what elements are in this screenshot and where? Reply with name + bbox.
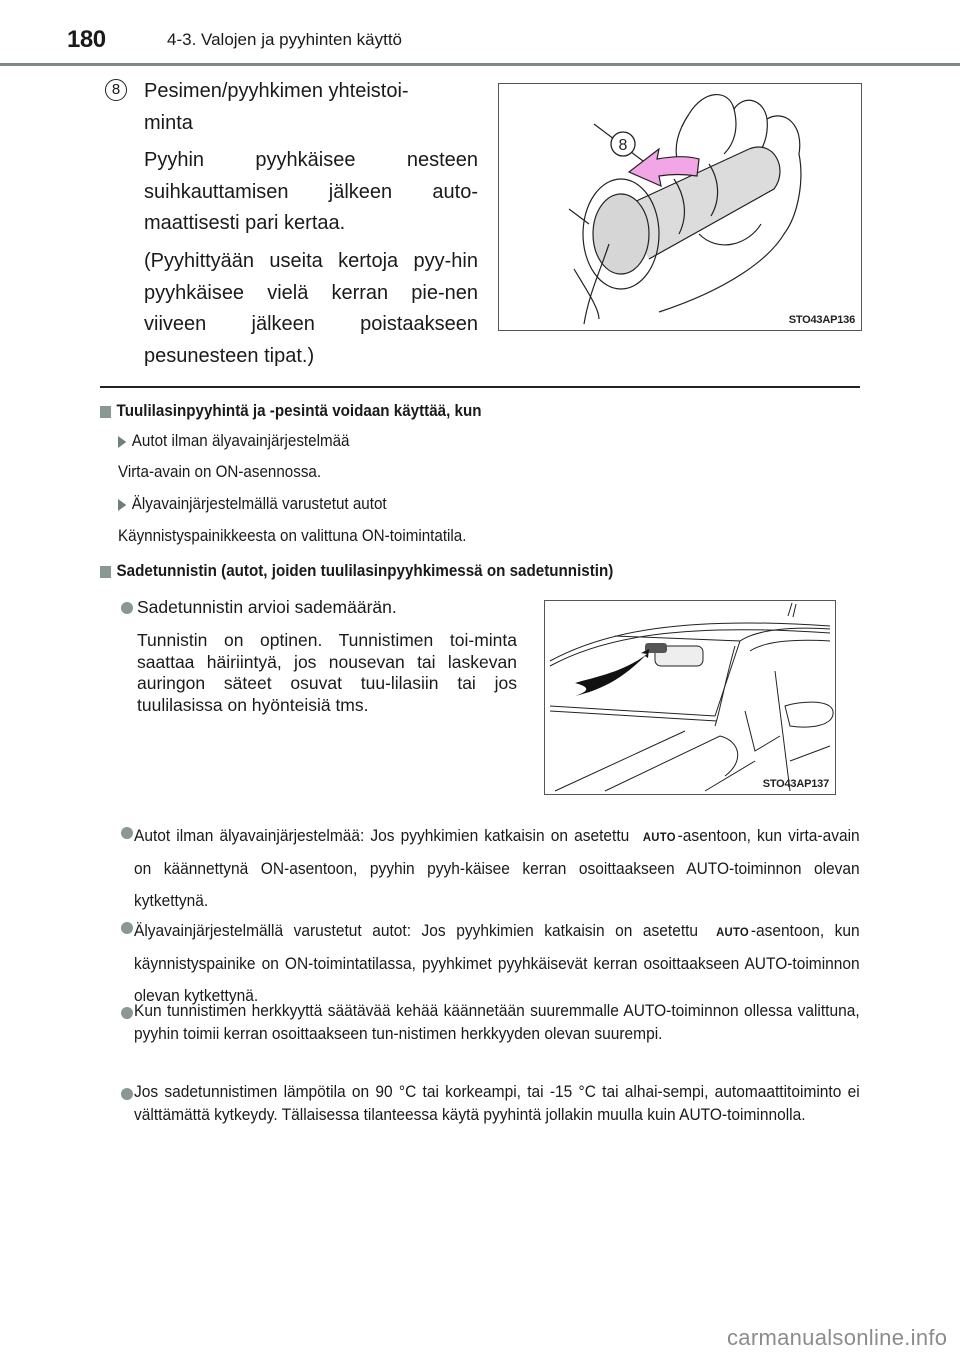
figure-windshield bbox=[544, 600, 836, 795]
usage-heading-text: Tuulilasinpyyhintä ja -pesintä voidaan käyttää, kun bbox=[116, 402, 482, 420]
rain-sensor-heading bbox=[100, 562, 613, 581]
triangle-bullet-icon bbox=[118, 499, 126, 511]
page-number: 180 bbox=[67, 26, 106, 53]
lever-base bbox=[593, 194, 649, 274]
item8-title-line2: minta bbox=[144, 111, 193, 134]
bullet-text: Autot ilman älyavainjärjestelmää: Jos pyyhkimien katkaisin on asetettu bbox=[134, 827, 630, 845]
side-mirror bbox=[785, 702, 833, 727]
header-rule bbox=[0, 63, 960, 66]
pointer-arrow-icon bbox=[575, 649, 649, 696]
item-number-badge: 8 bbox=[105, 79, 127, 101]
auto-mode-icon: AUTO bbox=[716, 925, 749, 939]
usage-item-1-text: Virta-avain on ON-asennossa. bbox=[118, 463, 322, 481]
bullet-text: -asentoon, kun virta-avain on käännettynä ON-asentoon, pyyhin pyyh-käisee kerran osoittaakseen AUTO-toiminnon olevan kytkettynä. bbox=[134, 827, 860, 910]
bullet-no-smartkey bbox=[134, 820, 860, 917]
usage-item-1-label bbox=[118, 432, 349, 451]
rain-sensor-heading-text: Sadetunnistin (autot, joiden tuulilasinpyyhkimessä on sadetunnistin) bbox=[116, 562, 614, 580]
bullet-text: Kun tunnistimen herkkyyttä säätävää kehää käännetään suuremmalle AUTO-toiminnon ollessa valittuna, pyyhin toimii kerran osoittaakseen tun-nistimen herkkyyden olevan suurempi. bbox=[134, 1002, 860, 1043]
usage-item-2-text: Käynnistyspainikkeesta on valittuna ON-toimintatila. bbox=[118, 527, 467, 545]
figure-code: STO43AP136 bbox=[788, 314, 855, 326]
round-bullet-icon bbox=[121, 602, 133, 614]
watermark[interactable]: carmanualsonline.info bbox=[727, 1325, 948, 1350]
square-bullet-icon bbox=[100, 566, 111, 578]
round-bullet-icon bbox=[121, 827, 133, 839]
item8-title-line1 bbox=[144, 76, 478, 108]
rain-sensor-intro: Sadetunnistin arvioi sademäärän. bbox=[137, 597, 397, 617]
wiper-lever-illustration bbox=[499, 84, 861, 330]
round-bullet-icon bbox=[121, 1007, 133, 1019]
section-divider bbox=[100, 386, 860, 388]
bullet-text: -asentoon, kun käynnistyspainike on ON-toimintatilassa, pyyhkimet pyyhkäisevät kerran osoittaakseen AUTO-toiminnon olevan kytkettynä. bbox=[134, 922, 860, 1005]
figure-wiper-lever bbox=[498, 83, 862, 331]
usage-item-2-label bbox=[118, 495, 387, 514]
item8-para2: (Pyyhittyään useita kertoja pyy-hin pyyhkäisee vielä kerran pie-nen viiveen jälkeen poistaakseen pesunesteen tipat.) bbox=[144, 250, 478, 367]
item8-title bbox=[144, 76, 478, 139]
section-title: 4-3. Valojen ja pyyhinten käyttö bbox=[167, 30, 402, 49]
windshield-illustration bbox=[545, 601, 835, 794]
callout-number: 8 bbox=[618, 137, 628, 154]
bullet-sensitivity bbox=[134, 1000, 860, 1046]
rain-sensor-intro-para: Tunnistin on optinen. Tunnistimen toi-minta saattaa häiriintyä, jos nousevan tai laskevan auringon säteet osuvat tuu-lilasiin tai jos tuulilasissa on hyönteisiä tms. bbox=[137, 630, 517, 715]
figure-code: STO43AP137 bbox=[762, 778, 829, 790]
usage-item-label: Autot ilman älyavainjärjestelmää bbox=[131, 432, 350, 450]
bullet-smartkey bbox=[134, 915, 860, 1012]
round-bullet-icon bbox=[121, 922, 133, 934]
usage-heading bbox=[100, 402, 482, 421]
bullet-text: Älyavainjärjestelmällä varustetut autot: Jos pyyhkimien katkaisin on asetettu bbox=[134, 922, 699, 940]
auto-mode-icon: AUTO bbox=[642, 830, 676, 844]
bullet-text: Jos sadetunnistimen lämpötila on 90 °C tai korkeampi, tai -15 °C tai alhai-sempi, automaattitoiminto ei välttämättä kytkeydy. Tällaisessa tilanteessa käytä pyyhintä jollakin muulla kuin AUTO-toiminnolla. bbox=[134, 1083, 860, 1124]
triangle-bullet-icon bbox=[118, 436, 126, 448]
item8-para1: Pyyhin pyyhkäisee nesteen suihkauttamisen jälkeen auto-maattisesti pari kertaa. bbox=[144, 149, 478, 234]
square-bullet-icon bbox=[100, 406, 111, 418]
item8-title-text: Pesimen/pyyhkimen yhteistoi- bbox=[144, 80, 409, 102]
round-bullet-icon bbox=[121, 1088, 133, 1100]
usage-item-label: Älyavainjärjestelmällä varustetut autot bbox=[131, 495, 387, 513]
bullet-temperature bbox=[134, 1081, 860, 1127]
